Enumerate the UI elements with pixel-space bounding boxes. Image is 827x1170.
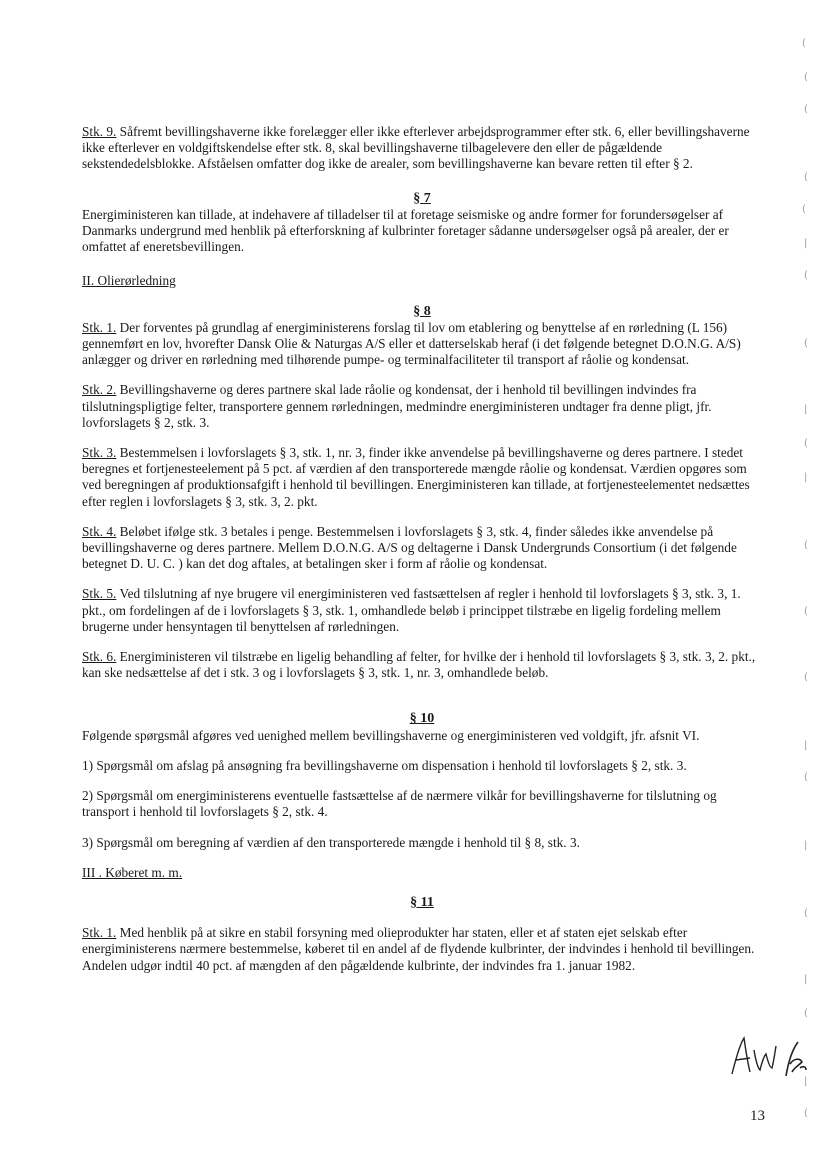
paragraph-sec11-stk1 bbox=[82, 925, 762, 974]
paragraph-text: Såfremt bevillingshaverne ikke forelægger eller ikke efterlever arbejdsprogrammer efter stk. 6, eller bevillingshaverne ikke efterlever en voldgiftskendelse efter stk. 8, skal bevillingshaverne tilbagelevere den eller de pågældende sekstendedelsblokke. Afståelsen omfatter dog ikke de arealer, som bevillingshaverne kan bevare retten til efter § 2. bbox=[82, 124, 750, 172]
section-heading-10: § 10 bbox=[409, 711, 435, 727]
section-heading-11: § 11 bbox=[410, 894, 434, 910]
chapter-heading-koberet: III . Køberet m. m. bbox=[82, 864, 183, 880]
paragraph-text: 3) Spørgsmål om beregning af værdien af den transporterede mængde i henhold til § 8, stk. 3. bbox=[82, 834, 580, 850]
paragraph-text: Beløbet ifølge stk. 3 betales i penge. Bestemmelsen i lovforslagets § 3, stk. 4, finder således ikke anvendelse på bevillingshaverne og deres partnere. Mellem D.O.N.G. A/S og deltagerne i Dansk Undergrunds Consortium (i det følgende betegnet D. U. C. ) kan det dog aftales, at betalingen sker i form af råolie og kondensat. bbox=[82, 523, 737, 572]
paragraph-text: Ved tilslutning af nye brugere vil energiministeren ved fastsættelsen af regler i henhold til lovforslagets § 3, stk. 3, 1. pkt., om fordelingen af de i lovforslagets § 3, stk. 1, omhandlede beløb i princippet tilstræbe en ligelig fordeling mellem brugerne under hensyntagen til benyttelsen af rørledningen. bbox=[82, 586, 741, 634]
paragraph-text: 1) Spørgsmål om afslag på ansøgning fra bevillingshaverne om dispensation i henhold til lovforslagets § 2, stk. 3. bbox=[82, 757, 687, 773]
paragraph-text: Der forventes på grundlag af energiministerens forslag til lov om etablering og benyttelse af en rørledning (L 156) gennemført en lov, hvorefter Dansk Olie & Naturgas A/S eller et datterselskab heraf (i det følgende betegnet D.O.N.G. A/S) anlægger og driver en rørledning med tilhørende pumpe- og terminalfaciliteter til transport af råolie og kondensat. bbox=[82, 319, 741, 368]
list-item-2 bbox=[82, 788, 762, 820]
paragraph-text: Bevillingshaverne og deres partnere skal lade råolie og kondensat, der i henhold til bevillingen indvindes fra tilslutningspligtige felter, transportere gennem rørledningen, medmindre energiministeren undtager fra denne pligt, jfr. lovforslagets § 2, stk. 3. bbox=[82, 382, 712, 430]
section-heading-7: § 7 bbox=[413, 190, 431, 206]
document-body bbox=[82, 124, 762, 974]
list-item-3 bbox=[82, 835, 762, 851]
paragraph-text: 2) Spørgsmål om energiministerens eventuelle fastsættelse af de nærmere vilkår for bevillingshaverne for tilslutning og transport i henhold til lovforslagets § 2, stk. 4. bbox=[82, 788, 717, 820]
paragraph-sec8-stk1 bbox=[82, 320, 762, 369]
paragraph-lead: Stk. 6. bbox=[82, 649, 117, 665]
section-heading-8: § 8 bbox=[413, 303, 431, 319]
paragraph-sec8-stk6 bbox=[82, 649, 762, 681]
paragraph-sec8-stk3 bbox=[82, 445, 762, 510]
paragraph-lead: Stk. 4. bbox=[82, 523, 117, 539]
paragraph-sec7 bbox=[82, 207, 762, 256]
paragraph-sec8-stk2 bbox=[82, 382, 762, 431]
page-number: 13 bbox=[750, 1108, 765, 1124]
chapter-heading-olierorledning: II. Olierørledning bbox=[82, 273, 176, 289]
paragraph-lead: Stk. 2. bbox=[82, 382, 117, 398]
paragraph-sec10-intro bbox=[82, 728, 762, 744]
paragraph-sec8-stk5 bbox=[82, 586, 762, 635]
paragraph-text: Energiministeren vil tilstræbe en ligelig behandling af felter, for hvilke der i henhold til lovforslagets § 3, stk. 3, 2. pkt., kan ske nedsættelse af det i stk. 3 og i lovforslagets § 3, stk. 1, nr. 3, omhandlede beløb. bbox=[82, 649, 756, 681]
paragraph-stk9 bbox=[82, 124, 762, 173]
paragraph-text: Bestemmelsen i lovforslagets § 3, stk. 1, nr. 3, finder ikke anvendelse på bevillingshaverne og deres partnere. I stedet beregnes et fortjenesteelement på 5 pct. af værdien af den transporterede mængde råolie og kondensat. Værdien opgøres som ved beregningen af produktionsafgift i henhold til bevillingen. Energiministeren kan tillade, at fortjenesteelementet nedsættes efter reglen i lovforslagets § 3, stk. 3, 2. pkt. bbox=[82, 445, 750, 509]
paragraph-lead: Stk. 9. bbox=[82, 124, 117, 139]
paragraph-lead: Stk. 3. bbox=[82, 445, 117, 461]
list-item-1 bbox=[82, 758, 762, 774]
paragraph-lead: Stk. 5. bbox=[82, 586, 117, 602]
paragraph-text: Følgende spørgsmål afgøres ved uenighed mellem bevillingshaverne og energiministeren ved voldgift, jfr. afsnit VI. bbox=[82, 727, 700, 743]
paragraph-text: Med henblik på at sikre en stabil forsyning med olieprodukter har staten, eller et af staten ejet selskab efter energiministerens nærmere bestemmelse, køberet til en andel af de flydende kulbrinter, der indvindes i henhold til bevillingen. Andelen udgør indtil 40 pct. af mængden af den pågældende kulbrinte, der indvindes fra 1. januar 1982. bbox=[82, 925, 755, 973]
paragraph-text: Energiministeren kan tillade, at indehavere af tilladelser til at foretage seismiske og andre former for forundersøgelser af Danmarks undergrund med henblik på efterforskning af kulbrinter foretager sådanne undersøgelser også på arealer, der er omfattet af eneretsbevillingen. bbox=[82, 206, 729, 255]
paragraph-sec8-stk4 bbox=[82, 524, 762, 573]
scan-margin-marks: ( ( ( ( ( | ( ( | ( | ( ( ( | ( | ( | ( | ( bbox=[802, 38, 808, 1119]
paragraph-lead: Stk. 1. bbox=[82, 319, 117, 335]
paragraph-lead: Stk. 1. bbox=[82, 925, 117, 941]
